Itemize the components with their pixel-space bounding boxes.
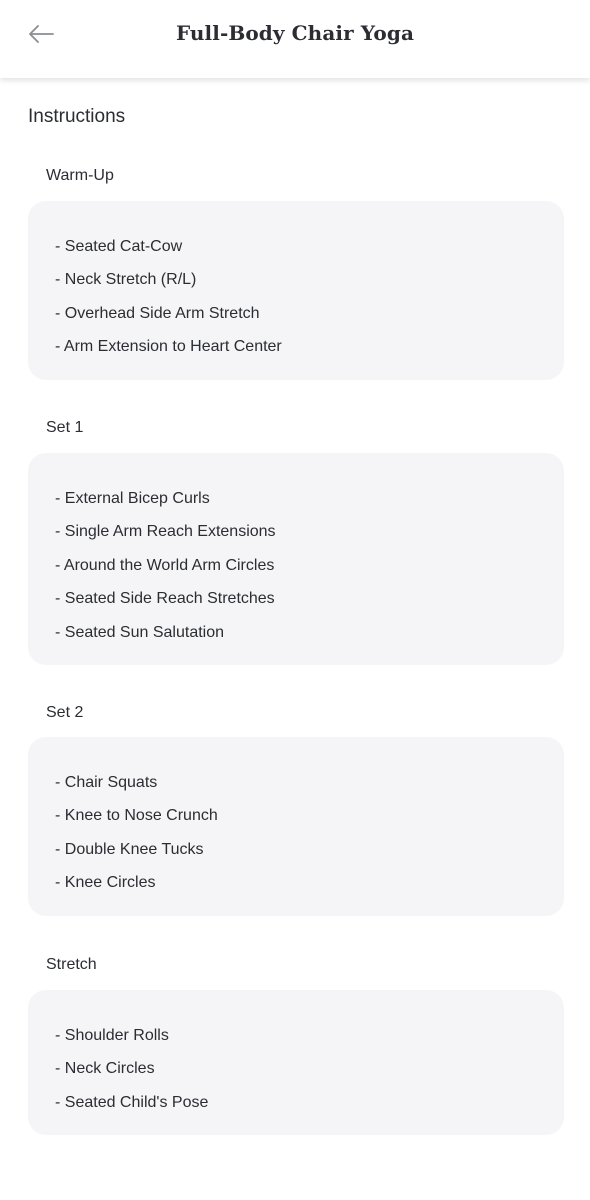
section-title-warm-up: Warm-Up (46, 167, 114, 184)
section-title-set-2: Set 2 (46, 704, 84, 721)
list-item: - Knee Circles (55, 874, 156, 892)
section-title-stretch: Stretch (46, 956, 97, 973)
app-header (0, 0, 590, 78)
list-item: - Knee to Nose Crunch (55, 807, 218, 825)
list-item: - Seated Cat-Cow (55, 238, 183, 255)
section-title-set-1: Set 1 (46, 419, 84, 436)
list-item: - Seated Side Reach Stretches (55, 590, 275, 608)
list-item: - Overhead Side Arm Stretch (55, 304, 260, 322)
section-card-set-1 (28, 453, 564, 665)
list-item: - External Bicep Curls (55, 490, 210, 507)
section-card-warm-up (28, 201, 564, 380)
section-card-set-2 (28, 737, 564, 916)
instructions-heading: Instructions (28, 106, 126, 127)
list-item: - Neck Stretch (R/L) (55, 271, 197, 289)
list-item: - Seated Child's Pose (55, 1093, 209, 1111)
list-item: - Single Arm Reach Extensions (55, 523, 276, 541)
list-item: - Shoulder Rolls (55, 1027, 169, 1044)
page-title: Full-Body Chair Yoga (175, 21, 415, 45)
list-item: - Seated Sun Salutation (55, 623, 225, 641)
list-item: - Double Knee Tucks (55, 840, 204, 858)
list-item: - Arm Extension to Heart Center (55, 338, 282, 356)
list-item: - Chair Squats (55, 774, 158, 791)
list-item: - Neck Circles (55, 1060, 155, 1078)
section-card-stretch (28, 990, 564, 1135)
list-item: - Around the World Arm Circles (55, 556, 275, 574)
